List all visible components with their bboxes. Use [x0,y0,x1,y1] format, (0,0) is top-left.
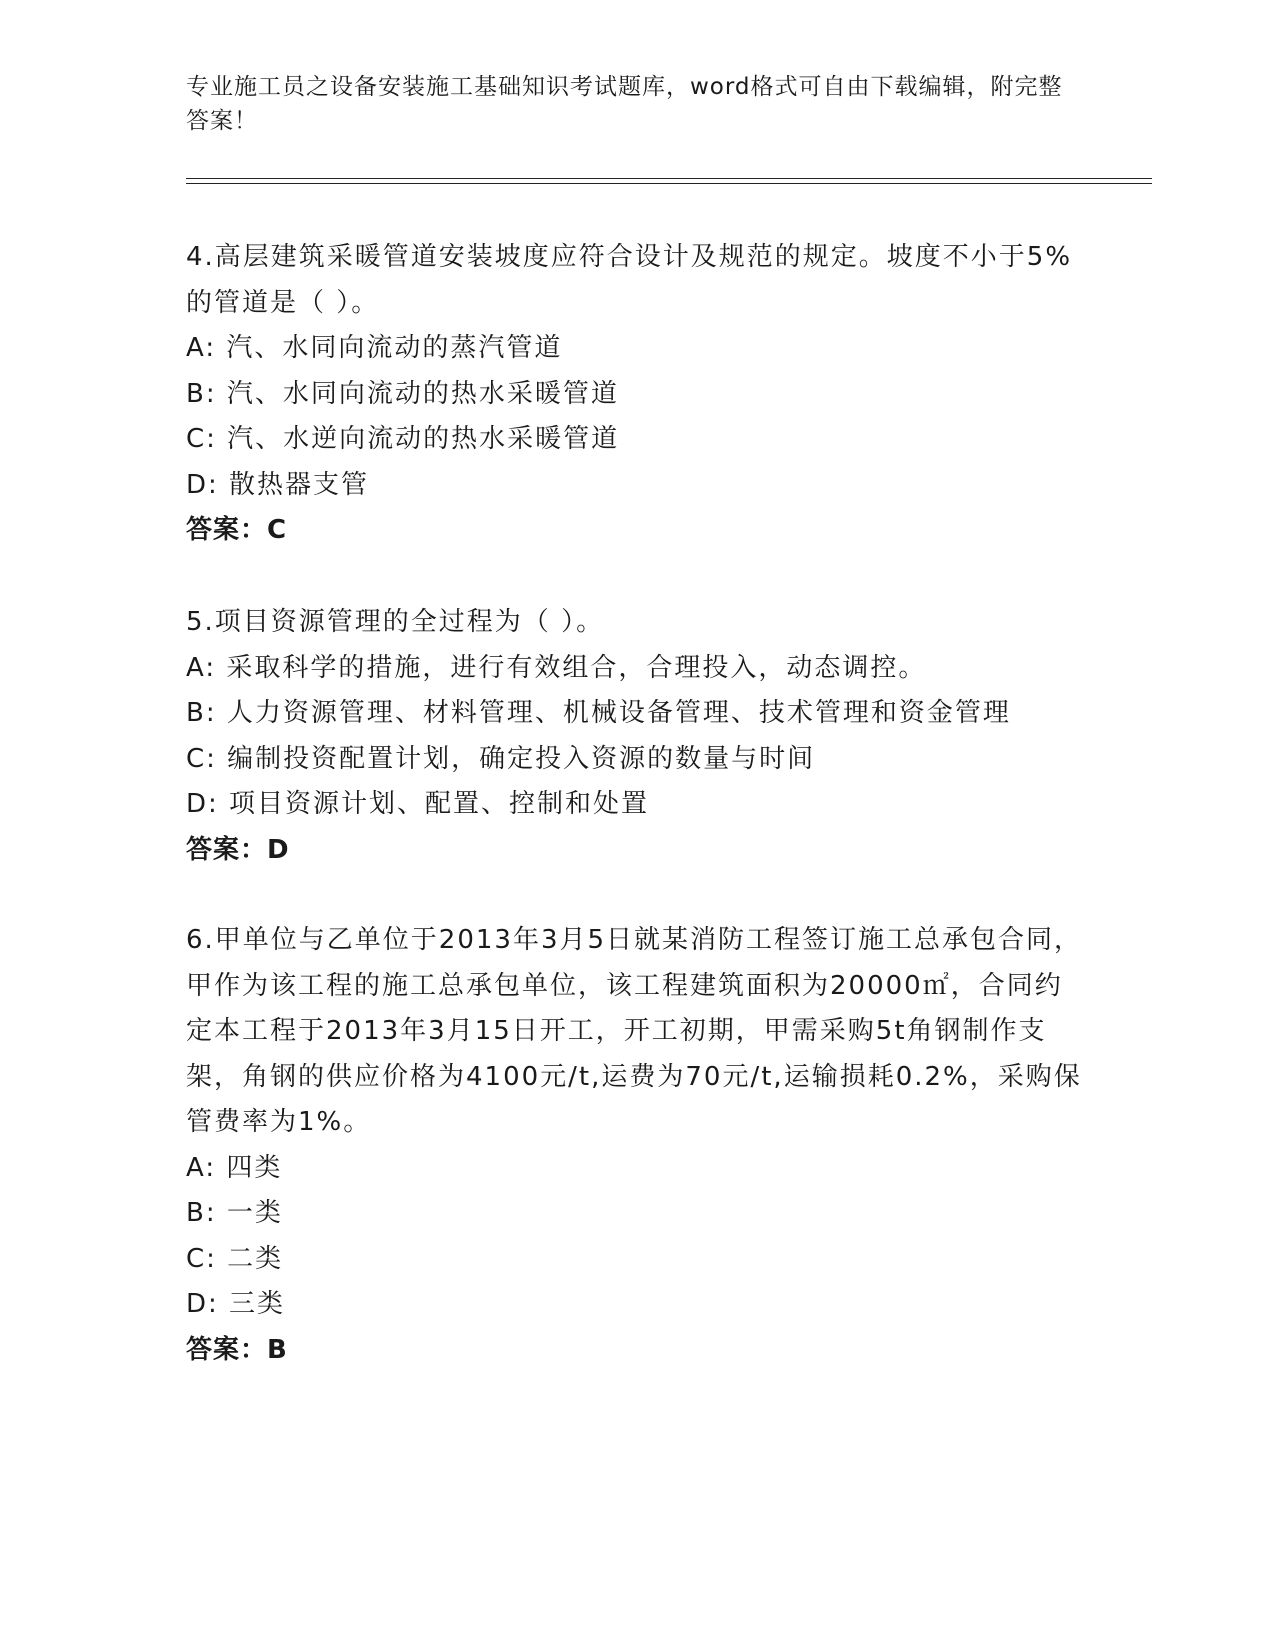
option-c: C: 编制投资配置计划，确定投入资源的数量与时间 [186,743,816,774]
option-d: D: 项目资源计划、配置、控制和处置 [186,789,650,819]
header-divider-top [186,178,1152,179]
option-a: A: 四类 [186,1152,283,1183]
option-d: D: 三类 [186,1289,286,1319]
question-4 [186,235,1086,554]
question-stem: 5.项目资源管理的全过程为（ ）。 [186,607,605,637]
document-header: 专业施工员之设备安装施工基础知识考试题库，word格式可自由下载编辑，附完整答案！ [186,74,1063,134]
option-a: A: 采取科学的措施，进行有效组合，合理投入，动态调控。 [186,652,927,683]
option-b: B: 人力资源管理、材料管理、机械设备管理、技术管理和资金管理 [186,698,1011,728]
option-b: B: 汽、水同向流动的热水采暖管道 [186,378,619,409]
question-stem: 6.甲单位与乙单位于2013年3月5日就某消防工程签订施工总承包合同，甲作为该工程的施工总承包单位，该工程建筑面积为20000㎡，合同约定本工程于2013年3月15日开工，开工初期，甲需采购5t角钢制作支架，角钢的供应价格为4100元/t,运费为70元/t,运输损耗0.2%，采购保管费率为1%。 [186,925,1083,1137]
option-b: B: 一类 [186,1198,283,1228]
option-c: C: 二类 [186,1243,284,1274]
option-c: C: 汽、水逆向流动的热水采暖管道 [186,424,620,454]
header-divider-bottom [186,183,1152,184]
answer: 答案：D [186,834,290,865]
question-stem: 4.高层建筑采暖管道安装坡度应符合设计及规范的规定。坡度不小于5%的管道是（ ）。 [186,242,1073,318]
question-6 [186,918,1086,1373]
question-5 [186,600,1086,873]
option-a: A: 汽、水同向流动的蒸汽管道 [186,333,563,363]
answer: 答案：B [186,1334,288,1365]
answer: 答案：C [186,515,288,545]
option-d: D: 散热器支管 [186,469,370,500]
